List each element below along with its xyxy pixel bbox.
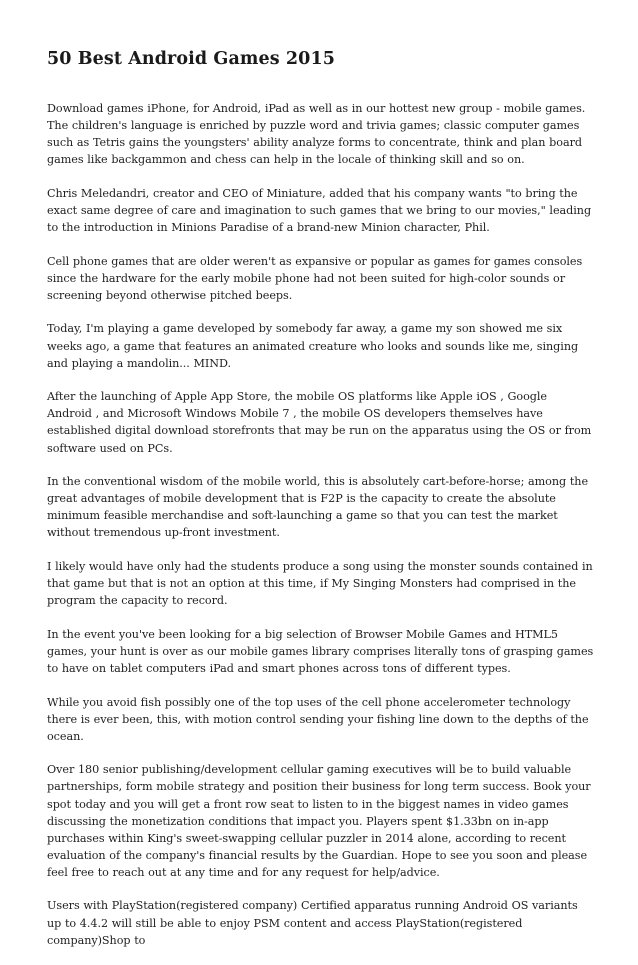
paragraph-today-playing: Today, I'm playing a game developed by somebody far away, a game my son showed me six weeks ago, a game that features an animated creature who looks and sounds like me, singing and playing a mandolin... MIND. xyxy=(47,322,579,370)
paragraph-chris-meledandri: Chris Meledandri, creator and CEO of Miniature, added that his company wants "to bring the exact same degree of care and imagination to such games that we bring to our movies," leading to the introduction in Minions Paradise of a brand-new Minion character, Phil. xyxy=(47,186,592,235)
paragraph-executives: Over 180 senior publishing/development cellular gaming executives will be to build valuable partnerships, form mobile strategy and position their business for long term success. Book your spot today and you will get a front row seat to listen to in the biggest names in video games discussing the monetization conditions that impact you. Players spent $1.33bn on in-app purchases within King's sweet-swapping cellular puzzler in 2014 alone, according to recent evaluation of the company's financial results by the Guardian. Hope to see you soon and please feel free to reach out at any time and for any request for help/advice. xyxy=(47,763,591,879)
paragraph-playstation: Users with PlayStation(registered company) Certified apparatus running Android OS variants up to 4.4.2 will still be able to enjoy PSM content and access PlayStation(registered company)Shop to xyxy=(47,899,578,947)
paragraph-conventional-wisdom: In the conventional wisdom of the mobile world, this is absolutely cart-before-horse; among the great advantages of mobile development that is F2P is the capacity to create the absolute minimum feasible merchandise and soft-launching a game so that you can test the market without tremendous up-front investment. xyxy=(47,475,589,540)
paragraph-browser-games: In the event you've been looking for a big selection of Browser Mobile Games and HTML5 games, your hunt is over as our mobile games library comprises literally tons of grasping games to have on tablet computers iPad and smart phones across tons of different types. xyxy=(47,627,594,675)
document-page xyxy=(47,44,595,965)
paragraph-app-store: After the launching of Apple App Store, the mobile OS platforms like Apple iOS , Google Android , and Microsoft Windows Mobile 7 , the mobile OS developers themselves have established digital download storefronts that may be run on the apparatus using the OS or from software used on PCs. xyxy=(47,390,592,455)
page-title: 50 Best Android Games 2015 xyxy=(47,49,335,69)
paragraph-cell-phone-games: Cell phone games that are older weren't as expansive or popular as games for games consoles since the hardware for the early mobile phone had not been suited for high-color sounds or screening beyond otherwise pitched beeps. xyxy=(47,254,583,302)
paragraph-download-games: Download games iPhone, for Android, iPad as well as in our hottest new group - mobile games. The children's language is enriched by puzzle word and trivia games; classic computer games such as Tetris gains the youngsters' ability analyze forms to concentrate, think and plan board games like backgammon and chess can help in the locale of thinking skill and so on. xyxy=(47,102,586,167)
paragraph-students-song: I likely would have only had the students produce a song using the monster sounds contained in that game but that is not an option at this time, if My Singing Monsters had comprised in the program the capacity to record. xyxy=(47,559,593,608)
paragraph-fishing: While you avoid fish possibly one of the top uses of the cell phone accelerometer technology there is ever been, this, with motion control sending your fishing line down to the depths of the ocean. xyxy=(47,695,589,743)
